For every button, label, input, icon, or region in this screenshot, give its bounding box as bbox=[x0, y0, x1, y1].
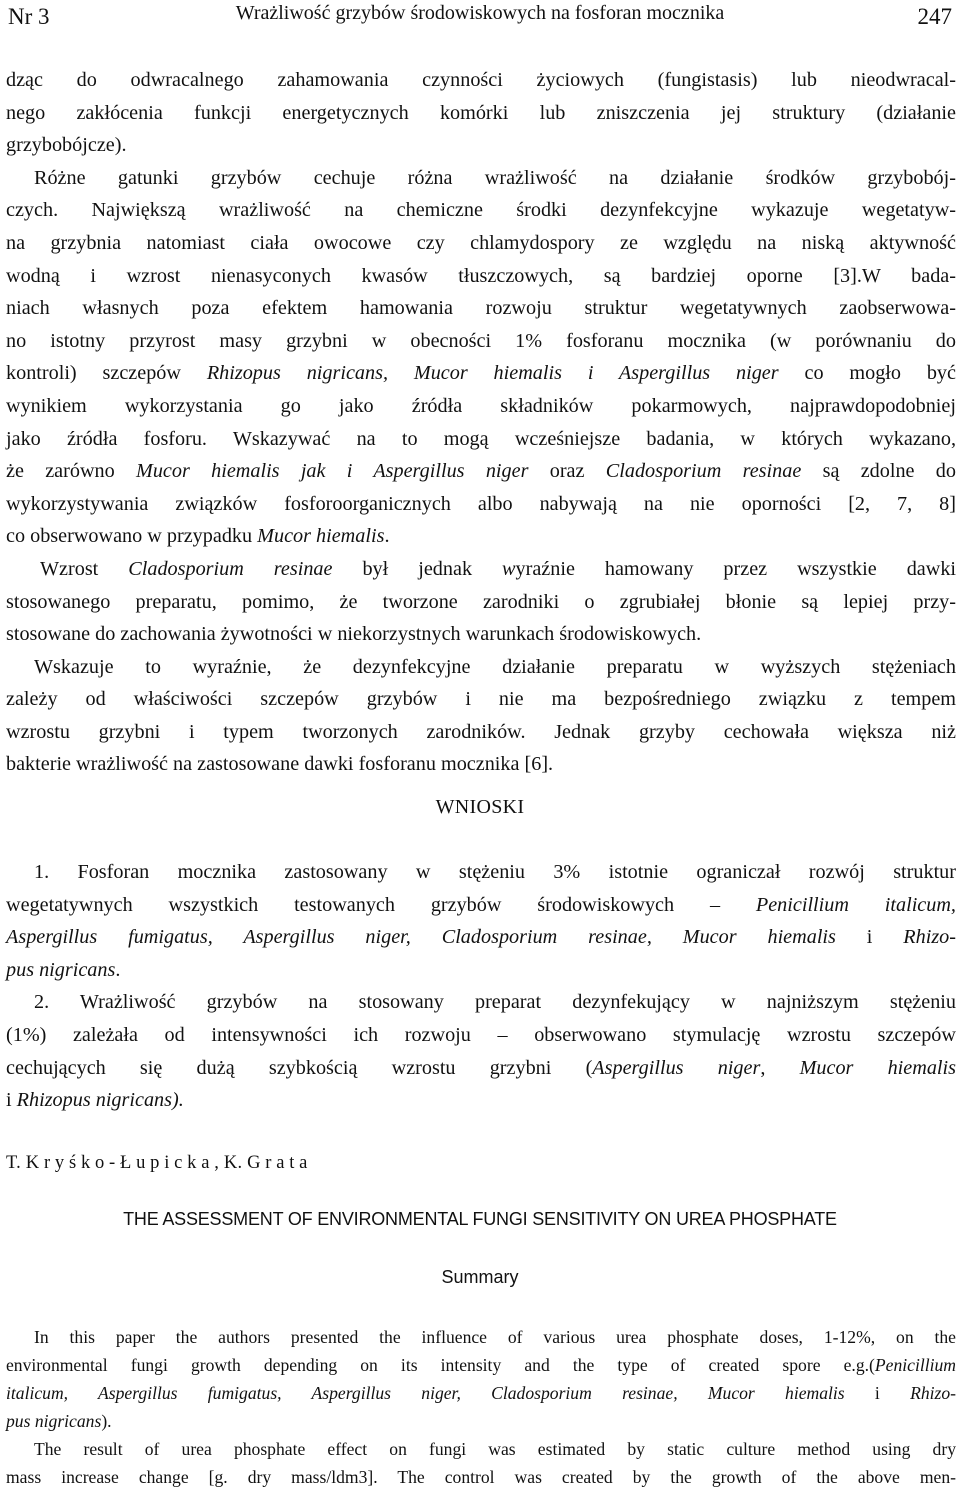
author-initial: T. bbox=[6, 1153, 26, 1173]
english-title: THE ASSESSMENT OF ENVIRONMENTAL FUNGI SENSITIVITY ON UREA PHOSPHATE bbox=[123, 1209, 837, 1229]
species-name: Rhizopus nigricans). bbox=[16, 1089, 184, 1112]
text-run: i bbox=[844, 1383, 911, 1403]
species-name: Rhizo- bbox=[903, 926, 956, 949]
text-run: kontroli) szczepów bbox=[6, 362, 207, 385]
text-line bbox=[6, 455, 956, 488]
text-line: wykorzystywania związków fosforoorganicznych albo nabywają na nie oporności [2, 7, 8] bbox=[6, 492, 956, 515]
paragraph-1 bbox=[6, 64, 956, 162]
author-initial: K. bbox=[223, 1153, 248, 1173]
text-line bbox=[6, 357, 956, 390]
text-line: wodną i wzrost nienasyconych kwasów tłuszczowych, są bardziej oporne [3].W bada- bbox=[6, 264, 956, 287]
text-run: i bbox=[6, 1089, 17, 1112]
text-run: ). bbox=[101, 1411, 112, 1431]
text-line: 1. Fosforan mocznika zastosowany w stężeniu 3% istotnie ograniczał rozwój struktur bbox=[34, 861, 956, 883]
author-separator: , bbox=[214, 1153, 224, 1173]
paragraph-3 bbox=[6, 553, 956, 651]
text-line: stosowanego preparatu, pomimo, że tworzone zarodniki o zgrubiałej błonie są lepiej przy- bbox=[6, 590, 956, 613]
conclusion-item bbox=[6, 856, 956, 986]
text-run: oraz bbox=[528, 460, 606, 483]
running-title: Wrażliwość grzybów środowiskowych na fosforan mocznika bbox=[235, 2, 725, 24]
section-heading-conclusions: WNIOSKI bbox=[435, 796, 525, 818]
summary-heading: Summary bbox=[441, 1267, 519, 1287]
conclusion-item bbox=[6, 986, 956, 1116]
text-line: 2. Wrażliwość grzybów na stosowany preparat dezynfekujący w najniższym stężeniu bbox=[34, 991, 956, 1014]
text-run: , bbox=[760, 1056, 800, 1079]
text-run: yraźnie hamowany przez wszystkie dawki bbox=[515, 557, 957, 580]
page-number: 247 bbox=[917, 4, 952, 29]
text-line: czych. Największą wrażliwość na chemiczne środki dezynfekcyjne wykazuje wegetatyw- bbox=[6, 199, 956, 222]
species-names: italicum, Aspergillus fumigatus, Aspergillus niger, Cladosporium resinae, Mucor hiemalis bbox=[6, 1383, 845, 1403]
abstract-paragraph bbox=[6, 1323, 956, 1435]
text-line bbox=[6, 1407, 956, 1435]
text-run: . bbox=[115, 958, 121, 981]
text-run: . bbox=[384, 525, 390, 548]
text-run: wegetatywnych wszystkich testowanych grzybów środowiskowych – bbox=[6, 893, 756, 916]
text-line: grzybobójcze). bbox=[6, 134, 127, 157]
text-run: w bbox=[502, 557, 516, 580]
text-line: na grzybnia natomiast ciała owocowe czy chlamydospory ze względu na niską aktywność bbox=[6, 231, 956, 254]
species-name: Rhizo- bbox=[910, 1383, 957, 1403]
species-name: Mucor hiemalis bbox=[799, 1056, 956, 1079]
species-name: Penicillium bbox=[874, 1355, 956, 1375]
text-line bbox=[6, 1379, 956, 1407]
text-line bbox=[6, 921, 956, 954]
species-names: Rhizopus nigricans, Mucor hiemalis i Aspergillus niger bbox=[206, 362, 779, 385]
text-line: bakterie wrażliwość na zastosowane dawki fosforanu mocznika [6]. bbox=[6, 753, 554, 776]
text-run: environmental fungi growth depending on its intensity and the type of created spore e.g.( bbox=[6, 1355, 875, 1375]
text-run: że zarówno bbox=[6, 460, 137, 483]
text-run: Wzrost bbox=[40, 557, 129, 580]
author-name: Grata bbox=[247, 1153, 313, 1173]
text-line bbox=[6, 1351, 956, 1379]
text-line bbox=[6, 1052, 956, 1085]
text-run: i bbox=[835, 926, 904, 949]
conclusions-list bbox=[6, 856, 956, 1117]
text-line: zależy od właściwości szczepów grzybów i nie ma bezpośredniego związku z tempem bbox=[6, 688, 956, 711]
text-line: wynikiem wykorzystania go jako źródła składników pokarmowych, najprawdopodobniej bbox=[6, 394, 956, 417]
text-run: co obserwowano w przypadku bbox=[6, 525, 258, 548]
text-line: dząc do odwracalnego zahamowania czynności życiowych (fungistasis) lub nieodwracal- bbox=[6, 69, 956, 91]
text-line: In this paper the authors presented the influence of various urea phosphate doses, 1-12%, on the bbox=[34, 1327, 956, 1347]
text-line: nego zakłócenia funkcji energetycznych komórki lub zniszczenia jej struktury (działanie bbox=[6, 101, 956, 124]
journal-issue-label: Nr 3 bbox=[8, 4, 50, 29]
text-line: Wskazuje to wyraźnie, że dezynfekcyjne działanie preparatu w wyższych stężeniach bbox=[34, 655, 956, 678]
text-line: stosowane do zachowania żywotności w niekorzystnych warunkach środowiskowych. bbox=[6, 623, 702, 646]
species-name: Mucor hiemalis bbox=[257, 525, 385, 548]
text-line bbox=[6, 520, 956, 553]
text-line: Różne gatunki grzybów cechuje różna wrażliwość na działanie środków grzybobój- bbox=[34, 166, 956, 189]
text-line: wzrostu grzybni i typem tworzonych zarodników. Jednak grzyby cechowała większa niż bbox=[6, 720, 956, 743]
text-line bbox=[6, 1084, 956, 1117]
paragraph-2 bbox=[6, 162, 956, 553]
species-name: Cladosporium resinae bbox=[605, 460, 802, 483]
species-name: Cladosporium resinae bbox=[128, 557, 333, 580]
discussion-text bbox=[6, 64, 956, 781]
text-run: są zdolne do bbox=[801, 460, 956, 483]
text-line: jako źródła fosforu. Wskazywać na to mogą wcześniejsze badania, w których wykazano, bbox=[6, 427, 956, 450]
text-line: The result of urea phosphate effect on fungi was estimated by static culture method using dry bbox=[34, 1439, 956, 1459]
species-name: Penicillium italicum, bbox=[755, 893, 956, 916]
english-abstract bbox=[6, 1323, 956, 1491]
running-header bbox=[0, 0, 960, 40]
species-name: pus nigricans bbox=[6, 958, 116, 981]
text-line: niach własnych poza efektem hamowania rozwoju struktur wegetatywnych zaobserwowa- bbox=[6, 297, 956, 320]
text-line: no istotny przyrost masy grzybni w obecności 1% fosforanu mocznika (w porównaniu do bbox=[6, 329, 956, 352]
authors-line bbox=[6, 1153, 312, 1174]
text-line bbox=[6, 954, 956, 987]
text-line bbox=[6, 553, 956, 586]
text-run: był jednak bbox=[332, 557, 503, 580]
species-names: Aspergillus fumigatus, Aspergillus niger, Cladosporium resinae, Mucor hiemalis bbox=[6, 926, 836, 949]
species-names: Mucor hiemalis jak i Aspergillus niger bbox=[136, 460, 529, 483]
text-run: co mogło być bbox=[778, 362, 956, 385]
author-name: Kryśko-Łupicka bbox=[25, 1153, 215, 1173]
text-line: mass increase change [g. dry mass/ldm3]. The control was created by the growth of the above men- bbox=[6, 1467, 956, 1487]
species-name: Aspergillus niger bbox=[592, 1056, 761, 1079]
paragraph-4 bbox=[6, 651, 956, 781]
abstract-paragraph bbox=[6, 1435, 956, 1491]
text-line bbox=[6, 889, 956, 922]
text-run: cechujących się dużą szybkością wzrostu grzybni ( bbox=[6, 1056, 593, 1079]
text-line: (1%) zależała od intensywności ich rozwoju – obserwowano stymulację wzrostu szczepów bbox=[6, 1023, 956, 1046]
species-name: pus nigricans bbox=[6, 1411, 102, 1431]
